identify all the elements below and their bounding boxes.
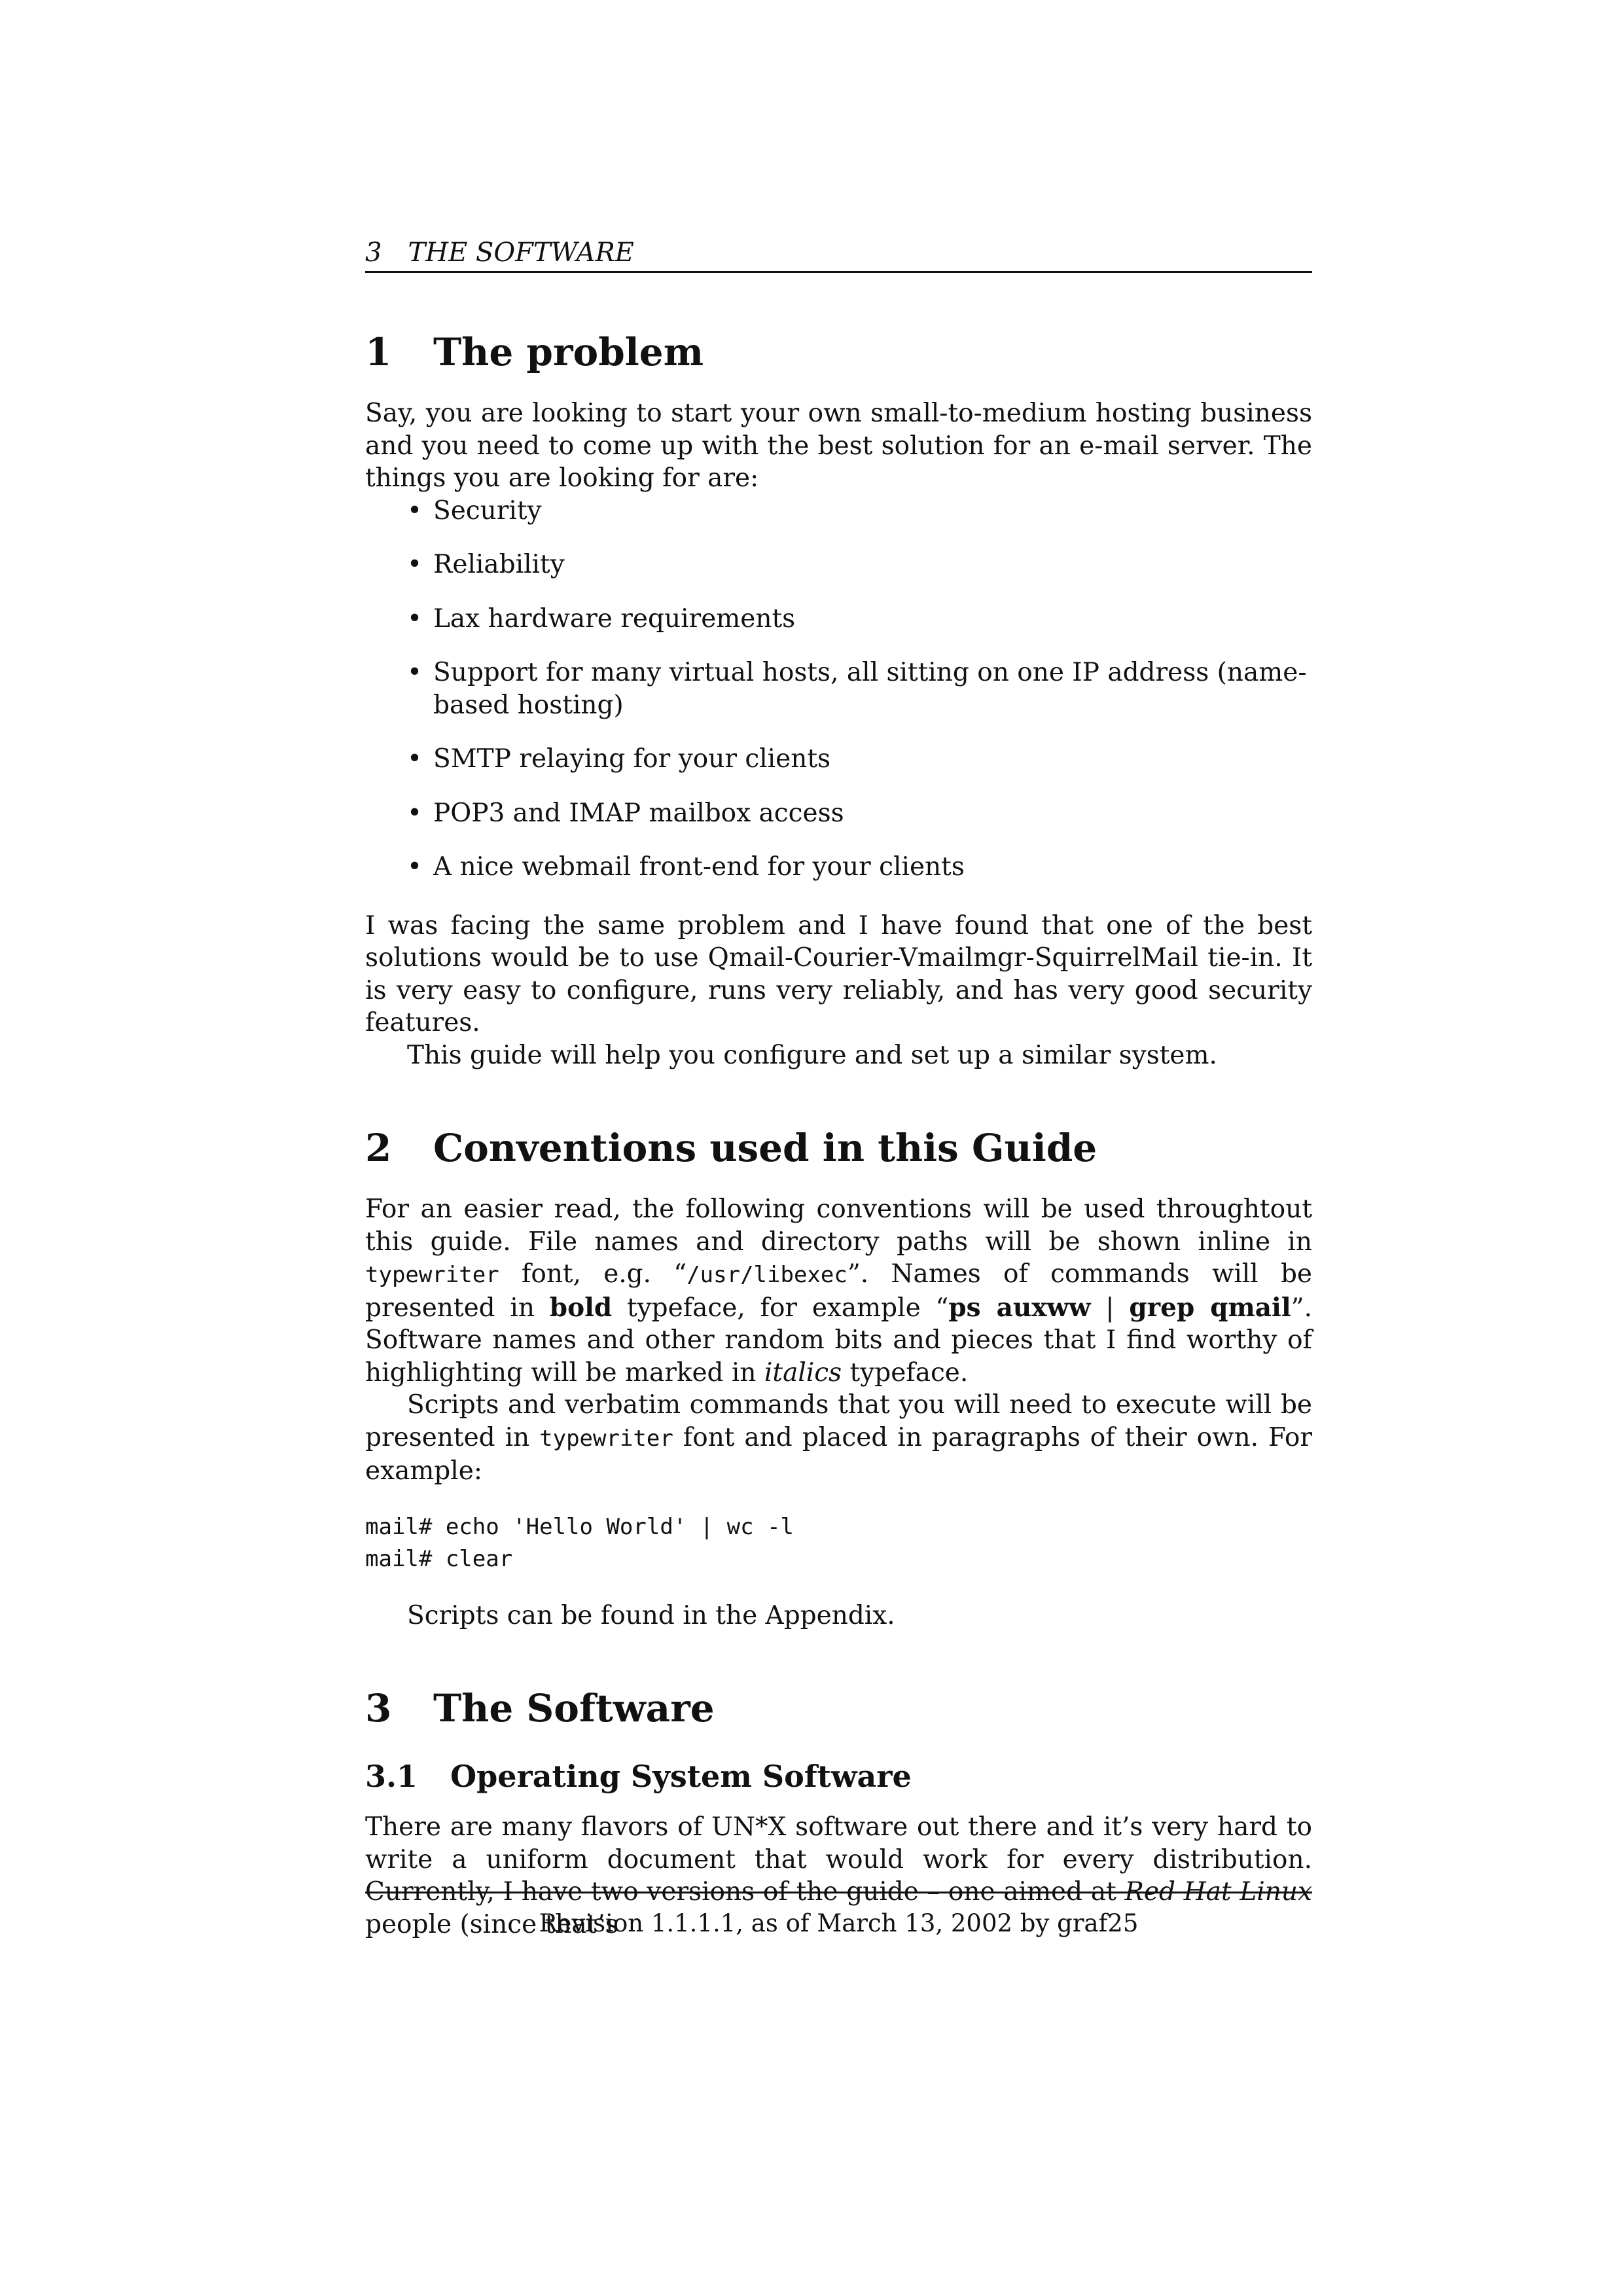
list-item: • POP3 and IMAP mailbox access (365, 797, 1312, 830)
distribution-name: Red Hat Linux (1124, 1877, 1312, 1907)
section-2-title: Conventions used in this Guide (433, 1126, 1097, 1170)
subsection-3-1-number: 3.1 (365, 1759, 418, 1794)
requirements-list (365, 495, 1312, 884)
running-head-title: THE SOFTWARE (408, 238, 634, 268)
list-item: • Support for many virtual hosts, all sitting on one IP address (name-based hosting) (407, 658, 1307, 720)
section-2-paragraph-2: Scripts and verbatim commands that you will need to execute will be presented in typewriter font and placed in paragraphs of their own. For example: (365, 1390, 1312, 1486)
bullet-icon: • (407, 798, 423, 828)
list-item: • Lax hardware requirements (365, 603, 1312, 636)
section-2-paragraph-3: Scripts can be found in the Appendix. (407, 1600, 895, 1630)
bullet-icon: • (407, 603, 423, 634)
section-1-intro: Say, you are looking to start your own small-to-medium hosting business and you need to come up with the best solution for an e-mail server. The things you are looking for are: (365, 399, 1312, 493)
section-1-heading (365, 329, 1312, 375)
section-3-paragraph-1: There are many flavors of UN*X software out there and it’s very hard to write a uniform document that would work for every distribution. Currently, I have two versions of the guide – one aimed at Red Hat Linux people (since that’s (365, 1812, 1312, 1939)
bold-example: bold (549, 1292, 613, 1323)
subsection-3-1-title: Operating System Software (450, 1759, 912, 1794)
command-example-2: grep qmail (1129, 1292, 1291, 1323)
subsection-3-1-heading (365, 1757, 1312, 1795)
italics-example: italics (764, 1357, 842, 1388)
path-example: /usr/libexec (687, 1262, 847, 1288)
list-item: • A nice webmail front-end for your clients (365, 851, 1312, 884)
bullet-icon: • (407, 744, 423, 774)
section-3-number: 3 (365, 1686, 392, 1731)
page-footer (365, 1892, 1312, 1939)
section-3-heading (365, 1685, 1312, 1731)
bullet-icon: • (407, 852, 423, 882)
bullet-icon: • (407, 658, 423, 687)
section-2-number: 2 (365, 1126, 392, 1170)
section-1-paragraph-2: I was facing the same problem and I have found that one of the best solutions would be to use Qmail-Courier-Vmailmgr-SquirrelMail tie-in. It is very easy to configure, runs very reliably, and has very good security features. (365, 910, 1312, 1037)
bullet-icon: • (407, 550, 423, 579)
list-item: • Reliability (365, 548, 1312, 581)
typewriter-example: typewriter (539, 1425, 673, 1452)
page-body (365, 236, 1312, 1941)
list-item: • Security (365, 495, 1312, 528)
typewriter-example: typewriter (365, 1262, 499, 1288)
list-item: • SMTP relaying for your clients (365, 743, 1312, 776)
running-head (365, 236, 1312, 273)
section-2-paragraph-1: For an easier read, the following conventions will be used throughtout this guide. File names and directory paths will be shown inline in typewriter font, e.g. “/usr/libexec”. Names of commands will be presented in bold typeface, for example “ps auxww | grep qmail”. Software names and other random bits and pieces that I find worthy of highlighting will be marked in italics typeface. (365, 1194, 1312, 1388)
command-example-1: ps auxww (948, 1292, 1091, 1323)
code-line: mail# echo 'Hello World' | wc -l (365, 1513, 794, 1540)
code-block (365, 1511, 1312, 1576)
section-1-title: The problem (433, 330, 704, 374)
section-1-number: 1 (365, 330, 392, 374)
section-2-heading (365, 1125, 1312, 1171)
code-line: mail# clear (365, 1546, 513, 1572)
revision-text: Revision 1.1.1.1, as of March 13, 2002 by graf25 (539, 1909, 1139, 1937)
bullet-icon: • (407, 495, 423, 526)
section-1-paragraph-3: This guide will help you configure and set up a similar system. (407, 1040, 1217, 1070)
section-3-title: The Software (433, 1686, 715, 1731)
running-head-number: 3 (365, 238, 382, 268)
